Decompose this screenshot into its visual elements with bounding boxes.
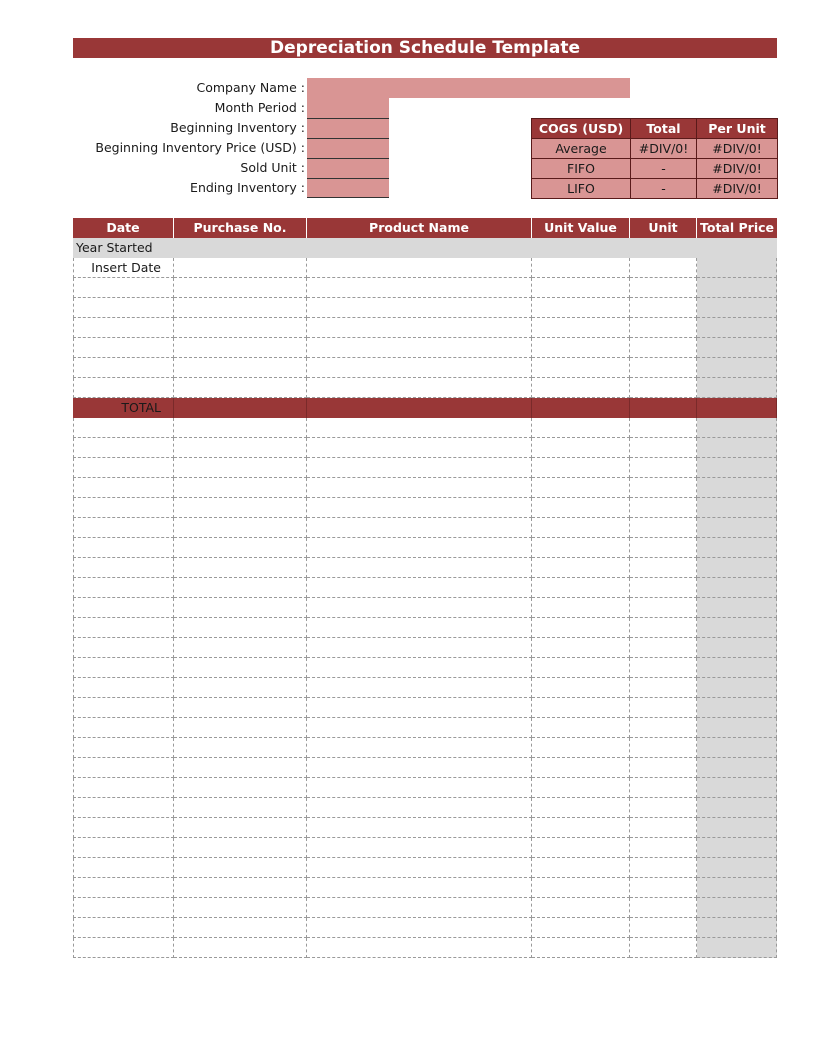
month-period-field[interactable] <box>307 98 389 118</box>
unit-value-cell[interactable] <box>532 838 630 858</box>
date-cell[interactable] <box>73 838 174 858</box>
unit-value-cell[interactable] <box>532 258 630 278</box>
purchase-no-cell[interactable] <box>174 838 307 858</box>
date-cell[interactable] <box>73 438 174 458</box>
year-started-row <box>73 238 777 258</box>
product-name-cell[interactable] <box>307 878 532 898</box>
beginning-inventory-field[interactable] <box>307 118 389 138</box>
table-row <box>73 518 777 538</box>
date-cell[interactable] <box>73 538 174 558</box>
total-price-cell[interactable] <box>697 278 777 298</box>
unit-cell[interactable] <box>630 778 697 798</box>
unit-value-cell[interactable] <box>532 518 630 538</box>
beginning-inventory-price-field[interactable] <box>307 138 389 158</box>
table-row <box>73 858 777 878</box>
cogs-header: COGS (USD) <box>532 119 631 139</box>
unit-value-cell[interactable] <box>532 678 630 698</box>
purchase-no-cell[interactable] <box>174 478 307 498</box>
total-price-cell[interactable] <box>697 358 777 378</box>
table-row <box>73 438 777 458</box>
date-cell[interactable] <box>73 898 174 918</box>
cogs-method: LIFO <box>532 179 631 199</box>
product-name-cell[interactable] <box>307 418 532 438</box>
month-period-label: Month Period : <box>214 100 305 115</box>
product-name-cell[interactable] <box>307 778 532 798</box>
unit-cell[interactable] <box>630 338 697 358</box>
purchase-no-cell[interactable] <box>174 858 307 878</box>
table-row <box>73 918 777 938</box>
sold-unit-field[interactable] <box>307 158 389 178</box>
date-cell[interactable] <box>73 478 174 498</box>
unit-value-cell[interactable] <box>532 858 630 878</box>
table-row <box>73 638 777 658</box>
unit-value-cell[interactable] <box>532 638 630 658</box>
purchase-no-cell[interactable] <box>174 298 307 318</box>
unit-value-cell[interactable] <box>532 818 630 838</box>
product-name-cell[interactable] <box>307 538 532 558</box>
date-cell[interactable] <box>73 678 174 698</box>
total-price-cell[interactable] <box>697 538 777 558</box>
total-price-cell[interactable] <box>697 898 777 918</box>
date-cell[interactable] <box>73 778 174 798</box>
date-cell[interactable] <box>73 518 174 538</box>
product-name-cell[interactable] <box>307 818 532 838</box>
purchase-no-cell[interactable] <box>174 498 307 518</box>
date-cell[interactable] <box>73 378 174 398</box>
total-price-cell[interactable] <box>697 498 777 518</box>
total-price-cell[interactable] <box>697 658 777 678</box>
unit-cell[interactable] <box>630 698 697 718</box>
table-row <box>73 578 777 598</box>
unit-cell[interactable] <box>630 318 697 338</box>
table-row <box>73 598 777 618</box>
total-label: TOTAL <box>73 398 174 418</box>
purchase-no-cell[interactable] <box>174 678 307 698</box>
purchase-no-cell[interactable] <box>174 638 307 658</box>
cogs-method: FIFO <box>532 159 631 179</box>
purchase-no-cell[interactable] <box>174 358 307 378</box>
date-cell[interactable] <box>73 918 174 938</box>
product-name-cell[interactable] <box>307 618 532 638</box>
unit-cell[interactable] <box>630 838 697 858</box>
product-name-cell[interactable] <box>307 478 532 498</box>
purchase-no-cell[interactable] <box>174 918 307 938</box>
table-row <box>73 838 777 858</box>
sold-unit-label: Sold Unit : <box>240 160 305 175</box>
unit-cell[interactable] <box>630 678 697 698</box>
purchase-no-cell[interactable] <box>174 778 307 798</box>
total-price-cell[interactable] <box>697 458 777 478</box>
table-row <box>73 338 777 358</box>
total-price-cell[interactable] <box>697 738 777 758</box>
unit-value-cell[interactable] <box>532 938 630 958</box>
table-row <box>73 878 777 898</box>
page-title: Depreciation Schedule Template <box>73 38 777 58</box>
total-price-cell[interactable] <box>697 678 777 698</box>
column-header-product-name: Product Name <box>307 218 532 238</box>
beginning-inventory-label: Beginning Inventory : <box>170 120 305 135</box>
table-row <box>73 678 777 698</box>
column-header-date: Date <box>73 218 174 238</box>
purchase-no-cell[interactable] <box>174 438 307 458</box>
date-cell[interactable] <box>73 498 174 518</box>
total-price-cell[interactable] <box>697 478 777 498</box>
cogs-per-unit: #DIV/0! <box>697 179 778 199</box>
column-header-total-price: Total Price <box>697 218 777 238</box>
total-price-cell[interactable] <box>697 258 777 278</box>
cogs-row <box>532 139 778 159</box>
table-row <box>73 898 777 918</box>
purchase-no-cell[interactable] <box>174 618 307 638</box>
table-row <box>73 938 777 958</box>
unit-value-cell[interactable] <box>532 618 630 638</box>
cogs-method: Average <box>532 139 631 159</box>
total-price-cell[interactable] <box>697 778 777 798</box>
cogs-row <box>532 159 778 179</box>
unit-cell[interactable] <box>630 758 697 778</box>
unit-cell[interactable] <box>630 878 697 898</box>
purchase-no-cell[interactable] <box>174 718 307 738</box>
table-row <box>73 278 777 298</box>
unit-cell[interactable] <box>630 858 697 878</box>
date-cell[interactable] <box>73 818 174 838</box>
unit-cell[interactable] <box>630 658 697 678</box>
unit-cell[interactable] <box>630 418 697 438</box>
unit-cell[interactable] <box>630 718 697 738</box>
year-started-label: Year Started <box>76 240 153 255</box>
date-cell[interactable] <box>73 598 174 618</box>
total-price-cell[interactable] <box>697 438 777 458</box>
unit-cell[interactable] <box>630 938 697 958</box>
product-name-cell[interactable] <box>307 598 532 618</box>
product-name-cell[interactable] <box>307 518 532 538</box>
product-name-cell[interactable] <box>307 298 532 318</box>
cogs-total: - <box>631 159 697 179</box>
unit-cell[interactable] <box>630 798 697 818</box>
company-name-label: Company Name : <box>196 80 305 95</box>
unit-value-cell[interactable] <box>532 578 630 598</box>
table-row <box>73 378 777 398</box>
column-header-unit-value: Unit Value <box>532 218 630 238</box>
table-row <box>73 758 777 778</box>
unit-cell[interactable] <box>630 618 697 638</box>
unit-value-cell[interactable] <box>532 898 630 918</box>
table-row <box>73 478 777 498</box>
unit-cell[interactable] <box>630 298 697 318</box>
unit-value-cell[interactable] <box>532 438 630 458</box>
product-name-cell[interactable] <box>307 698 532 718</box>
unit-cell[interactable] <box>630 538 697 558</box>
total-price-cell[interactable] <box>697 698 777 718</box>
unit-value-cell[interactable] <box>532 778 630 798</box>
unit-cell[interactable] <box>630 558 697 578</box>
unit-value-cell[interactable] <box>532 798 630 818</box>
purchase-no-cell[interactable] <box>174 558 307 578</box>
date-cell[interactable] <box>73 278 174 298</box>
purchase-no-cell[interactable] <box>174 798 307 818</box>
unit-value-cell[interactable] <box>532 598 630 618</box>
cogs-table <box>531 118 778 199</box>
total-price-cell[interactable] <box>697 578 777 598</box>
product-name-cell[interactable] <box>307 658 532 678</box>
unit-cell[interactable] <box>630 638 697 658</box>
column-header-unit: Unit <box>630 218 697 238</box>
beginning-inventory-price-label: Beginning Inventory Price (USD) : <box>95 140 305 155</box>
product-name-cell[interactable] <box>307 838 532 858</box>
product-name-cell[interactable] <box>307 638 532 658</box>
ending-inventory-label: Ending Inventory : <box>190 180 305 195</box>
table-row <box>73 818 777 838</box>
date-cell[interactable] <box>73 718 174 738</box>
purchase-no-cell[interactable] <box>174 738 307 758</box>
date-cell[interactable] <box>73 458 174 478</box>
unit-value-cell[interactable] <box>532 558 630 578</box>
unit-value-cell[interactable] <box>532 918 630 938</box>
total-price-cell[interactable] <box>697 418 777 438</box>
total-price-cell[interactable] <box>697 518 777 538</box>
unit-value-cell[interactable] <box>532 658 630 678</box>
table-row <box>73 698 777 718</box>
product-name-cell[interactable] <box>307 378 532 398</box>
product-name-cell[interactable] <box>307 278 532 298</box>
purchase-no-cell[interactable] <box>174 258 307 278</box>
unit-value-cell[interactable] <box>532 358 630 378</box>
unit-value-cell[interactable] <box>532 538 630 558</box>
date-cell[interactable] <box>73 738 174 758</box>
date-cell[interactable]: Insert Date <box>73 258 174 278</box>
unit-cell[interactable] <box>630 358 697 378</box>
unit-cell[interactable] <box>630 278 697 298</box>
purchase-no-cell[interactable] <box>174 338 307 358</box>
date-cell[interactable] <box>73 418 174 438</box>
date-cell[interactable] <box>73 658 174 678</box>
table-row <box>73 718 777 738</box>
unit-value-cell[interactable] <box>532 318 630 338</box>
unit-cell[interactable] <box>630 518 697 538</box>
unit-value-cell[interactable] <box>532 378 630 398</box>
table-row <box>73 358 777 378</box>
table-row <box>73 738 777 758</box>
purchase-no-cell[interactable] <box>174 518 307 538</box>
product-name-cell[interactable] <box>307 758 532 778</box>
total-price-cell[interactable] <box>697 758 777 778</box>
table-row <box>73 258 777 278</box>
date-cell[interactable] <box>73 298 174 318</box>
total-cell <box>697 398 777 418</box>
total-price-cell[interactable] <box>697 718 777 738</box>
table-row <box>73 778 777 798</box>
product-name-cell[interactable] <box>307 498 532 518</box>
date-cell[interactable] <box>73 938 174 958</box>
table-row <box>73 298 777 318</box>
total-row <box>73 398 777 418</box>
unit-cell[interactable] <box>630 378 697 398</box>
product-name-cell[interactable] <box>307 438 532 458</box>
date-cell[interactable] <box>73 578 174 598</box>
total-price-cell[interactable] <box>697 618 777 638</box>
date-cell[interactable] <box>73 858 174 878</box>
total-price-cell[interactable] <box>697 638 777 658</box>
total-price-cell[interactable] <box>697 818 777 838</box>
product-name-cell[interactable] <box>307 718 532 738</box>
unit-value-cell[interactable] <box>532 498 630 518</box>
date-cell[interactable] <box>73 338 174 358</box>
table-row <box>73 558 777 578</box>
purchase-no-cell[interactable] <box>174 418 307 438</box>
purchase-no-cell[interactable] <box>174 378 307 398</box>
unit-value-cell[interactable] <box>532 278 630 298</box>
unit-value-cell[interactable] <box>532 758 630 778</box>
total-price-cell[interactable] <box>697 298 777 318</box>
table-header-row <box>73 218 777 238</box>
cogs-per-unit: #DIV/0! <box>697 159 778 179</box>
product-name-cell[interactable] <box>307 858 532 878</box>
table-row <box>73 498 777 518</box>
total-price-cell[interactable] <box>697 878 777 898</box>
purchase-no-cell[interactable] <box>174 458 307 478</box>
unit-cell[interactable] <box>630 598 697 618</box>
total-cell <box>630 398 697 418</box>
cogs-total: #DIV/0! <box>631 139 697 159</box>
total-price-cell[interactable] <box>697 338 777 358</box>
cogs-header: Per Unit <box>697 119 778 139</box>
total-price-cell[interactable] <box>697 798 777 818</box>
product-name-cell[interactable] <box>307 358 532 378</box>
total-price-cell[interactable] <box>697 318 777 338</box>
cogs-per-unit: #DIV/0! <box>697 139 778 159</box>
date-cell[interactable] <box>73 638 174 658</box>
table-row <box>73 418 777 438</box>
purchase-no-cell[interactable] <box>174 758 307 778</box>
unit-cell[interactable] <box>630 918 697 938</box>
total-price-cell[interactable] <box>697 378 777 398</box>
purchase-no-cell[interactable] <box>174 938 307 958</box>
date-cell[interactable] <box>73 358 174 378</box>
date-cell[interactable] <box>73 698 174 718</box>
cogs-row <box>532 179 778 199</box>
unit-value-cell[interactable] <box>532 458 630 478</box>
product-name-cell[interactable] <box>307 678 532 698</box>
unit-cell[interactable] <box>630 438 697 458</box>
purchase-no-cell[interactable] <box>174 598 307 618</box>
unit-cell[interactable] <box>630 498 697 518</box>
total-price-cell[interactable] <box>697 598 777 618</box>
ending-inventory-field[interactable] <box>307 178 389 198</box>
product-name-cell[interactable] <box>307 798 532 818</box>
unit-cell[interactable] <box>630 478 697 498</box>
unit-value-cell[interactable] <box>532 338 630 358</box>
product-name-cell[interactable] <box>307 898 532 918</box>
total-cell <box>532 398 630 418</box>
product-name-cell[interactable] <box>307 938 532 958</box>
product-name-cell[interactable] <box>307 318 532 338</box>
cogs-header: Total <box>631 119 697 139</box>
product-name-cell[interactable] <box>307 258 532 278</box>
purchase-no-cell[interactable] <box>174 698 307 718</box>
unit-cell[interactable] <box>630 258 697 278</box>
unit-cell[interactable] <box>630 898 697 918</box>
purchase-no-cell[interactable] <box>174 278 307 298</box>
purchase-no-cell[interactable] <box>174 818 307 838</box>
date-cell[interactable] <box>73 878 174 898</box>
date-cell[interactable] <box>73 558 174 578</box>
purchase-no-cell[interactable] <box>174 578 307 598</box>
date-cell[interactable] <box>73 618 174 638</box>
total-price-cell[interactable] <box>697 838 777 858</box>
column-header-purchase-no: Purchase No. <box>174 218 307 238</box>
purchase-no-cell[interactable] <box>174 898 307 918</box>
unit-value-cell[interactable] <box>532 298 630 318</box>
unit-value-cell[interactable] <box>532 478 630 498</box>
product-name-cell[interactable] <box>307 578 532 598</box>
product-name-cell[interactable] <box>307 458 532 478</box>
total-price-cell[interactable] <box>697 858 777 878</box>
table-row <box>73 538 777 558</box>
table-row <box>73 458 777 478</box>
cogs-total: - <box>631 179 697 199</box>
unit-cell[interactable] <box>630 578 697 598</box>
product-name-cell[interactable] <box>307 558 532 578</box>
total-price-cell[interactable] <box>697 558 777 578</box>
unit-value-cell[interactable] <box>532 698 630 718</box>
company-name-field[interactable] <box>307 78 630 98</box>
date-cell[interactable] <box>73 318 174 338</box>
product-name-cell[interactable] <box>307 338 532 358</box>
unit-value-cell[interactable] <box>532 738 630 758</box>
total-price-cell[interactable] <box>697 938 777 958</box>
purchase-no-cell[interactable] <box>174 878 307 898</box>
purchase-no-cell[interactable] <box>174 318 307 338</box>
cogs-header-row <box>532 119 778 139</box>
unit-cell[interactable] <box>630 818 697 838</box>
purchase-no-cell[interactable] <box>174 658 307 678</box>
unit-value-cell[interactable] <box>532 418 630 438</box>
purchase-no-cell[interactable] <box>174 538 307 558</box>
table-row <box>73 618 777 638</box>
total-cell <box>307 398 532 418</box>
table-row <box>73 798 777 818</box>
unit-cell[interactable] <box>630 458 697 478</box>
unit-value-cell[interactable] <box>532 718 630 738</box>
total-cell <box>174 398 307 418</box>
product-name-cell[interactable] <box>307 738 532 758</box>
total-price-cell[interactable] <box>697 918 777 938</box>
unit-cell[interactable] <box>630 738 697 758</box>
table-row <box>73 318 777 338</box>
table-row <box>73 658 777 678</box>
unit-value-cell[interactable] <box>532 878 630 898</box>
date-cell[interactable] <box>73 798 174 818</box>
date-cell[interactable] <box>73 758 174 778</box>
product-name-cell[interactable] <box>307 918 532 938</box>
